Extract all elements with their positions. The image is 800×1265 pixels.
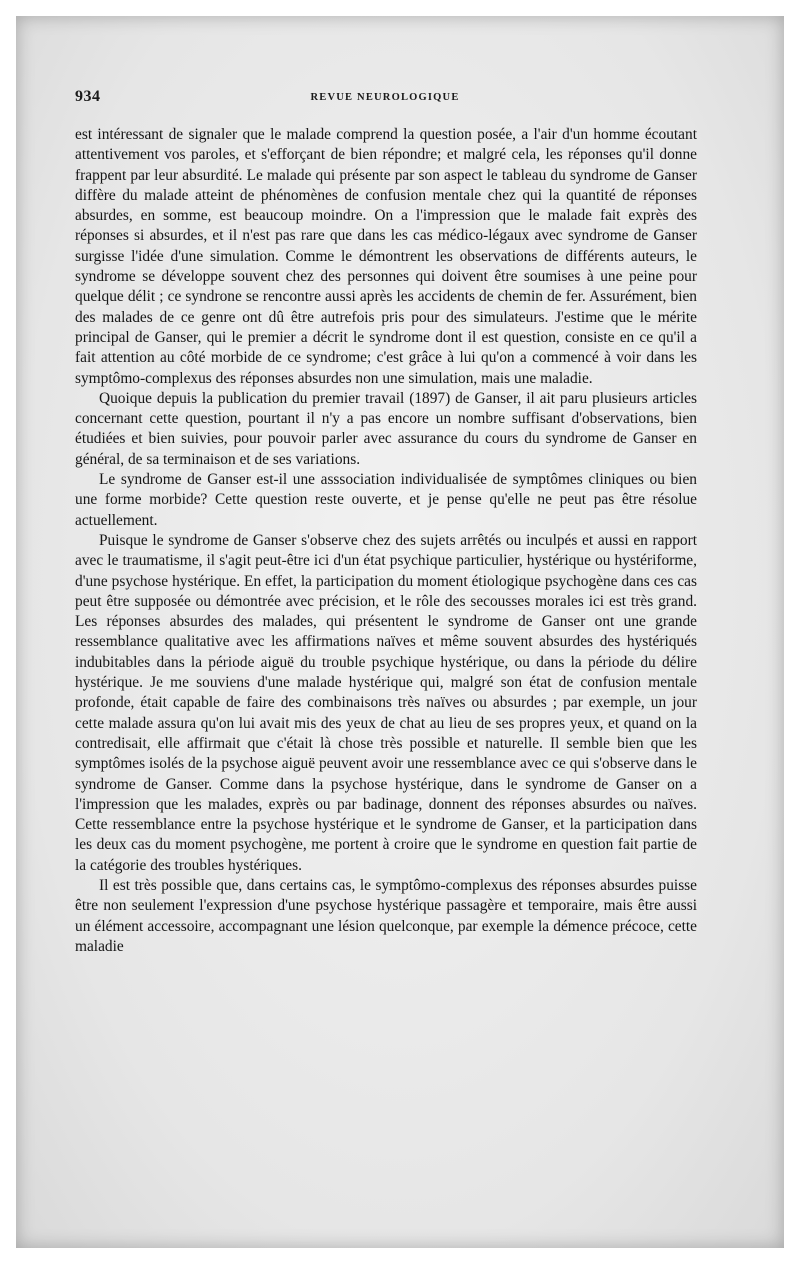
article-body [75,125,697,957]
paragraph-2: Quoique depuis la publication du premier travail (1897) de Ganser, il ait paru plusieurs articles concernant cette question, pourtant il n'y a pas encore un nombre suffisant d'observations, bien étudiées et bien suivies, pour pouvoir parler avec assurance du cours du syndrome de Ganser en général, de sa terminaison et de ses variations. [75,389,697,468]
paragraph-4: Puisque le syndrome de Ganser s'observe chez des sujets arrêtés ou inculpés et aussi en rapport avec le traumatisme, il s'agit peut-être ici d'un état psychique particulier, hystérique ou hystériforme, d'une psychose hystérique. En effet, la participation du moment étiologique psychogène dans ces cas peut être supposée ou démontrée avec précision, et le rôle des secousses morales ici est très grand. Les réponses absurdes des malades, qui présentent le syndrome de Ganser ont une grande ressemblance qualitative avec les affirmations naïves et même souvent absurdes des hystériqués indubitables dans la période aiguë du trouble psychique hystérique, ou dans la période du délire hystérique. Je me souviens d'une malade hystérique qui, malgré son état de confusion mentale profonde, était capable de faire des combinaisons très naïves ou absurdes ; par exemple, un jour cette malade assura qu'on lui avait mis des yeux de chat au lieu de ses propres yeux, et quand on la contredisait, elle affirmait que c'était là chose très possible et naturelle. Il semble bien que les symptômes isolés de la psychose aiguë peuvent avoir une ressemblance avec ce qui s'observe dans le syndrome de Ganser. Comme dans la psychose hystérique, dans le syndrome de Ganser on a l'impression que les malades, exprès ou par badinage, donnent des réponses absurdes ou naïves. Cette ressemblance entre la psychose hystérique et le syndrome de Ganser, et la participation dans les deux cas du moment psychogène, me portent à croire que le syndrome en question fait partie de la catégorie des troubles hystériques. [75,531,697,874]
paragraph-1: est intéressant de signaler que le malade comprend la question posée, a l'air d'un homme écoutant attentivement vos paroles, et s'efforçant de bien répondre; et malgré cela, les réponses qu'il donne frappent par leur absurdité. Le malade qui présente par son aspect le tableau du syndrome de Ganser diffère du malade atteint de phénomènes de confusion mentale chez qui la quantité de réponses absurdes, en somme, est beaucoup moindre. On a l'impression que le malade fait exprès des réponses si absurdes, et il n'est pas rare que dans les cas médico-légaux avec syndrome de Ganser surgisse l'idée d'une simulation. Comme le démontrent les observations de différents auteurs, le syndrome se développe souvent chez des personnes qui doivent être soumises à une peine pour quelque délit ; ce syndrone se rencontre aussi après les accidents de chemin de fer. Assurément, bien des malades de ce genre ont dû être autrefois pris pour des simulateurs. J'estime que le mérite principal de Ganser, qui le premier a décrit le syndrome dont il est question, consiste en ce qu'il a fait attention au côté morbide de ce syndrome; c'est grâce à lui qu'on a commencé à voir dans les symptômo-complexus des réponses absurdes non une simulation, mais une maladie. [75,126,697,387]
paragraph-3: Le syndrome de Ganser est-il une asssociation individualisée de symptômes cliniques ou bien une forme morbide? Cette question reste ouverte, et je pense qu'elle ne peut pas être résolue actuellement. [75,471,697,529]
running-title: REVUE NEUROLOGIQUE [310,92,460,103]
paragraph-5: Il est très possible que, dans certains cas, le symptômo-complexus des réponses absurdes puisse être non seulement l'expression d'une psychose hystérique passagère et temporaire, mais être aussi un élément accessoire, accompagnant une lésion quelconque, par exemple la démence précoce, cette maladie [75,876,697,955]
page-number: 934 [75,88,101,105]
page-header [75,88,695,110]
